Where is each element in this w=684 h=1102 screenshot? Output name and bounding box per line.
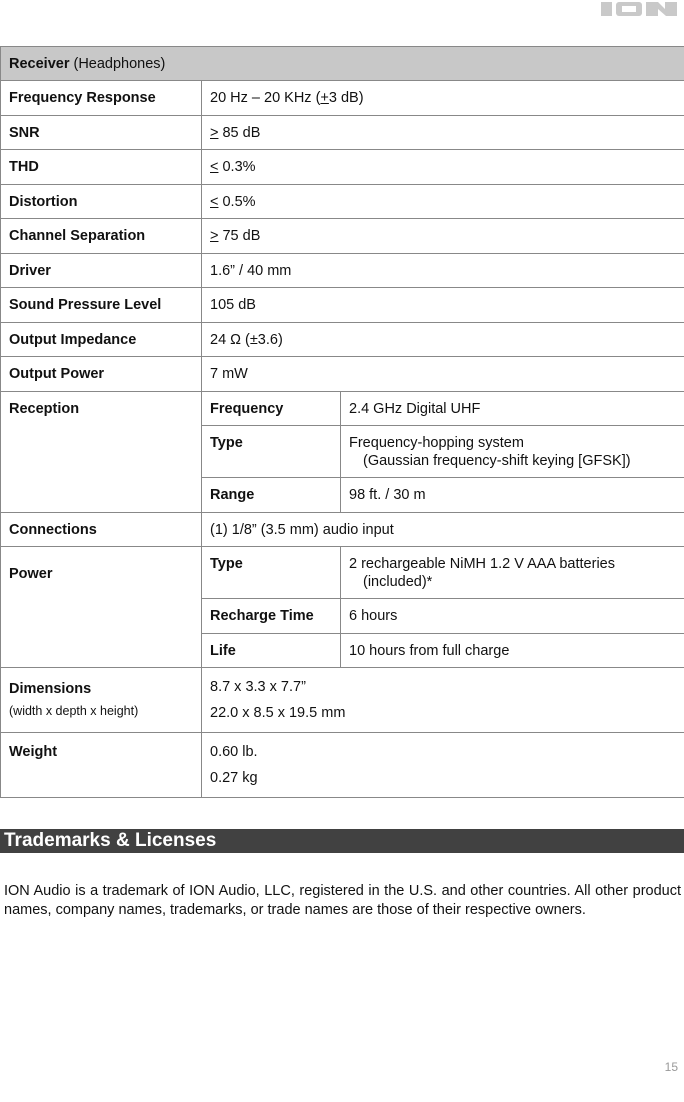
table-row <box>1 392 684 426</box>
trademarks-heading: Trademarks & Licenses <box>0 829 684 853</box>
table-row <box>1 323 684 357</box>
dimensions-value: 8.7 x 3.3 x 7.7” 22.0 x 8.5 x 19.5 mm <box>202 668 684 733</box>
row-label: Distortion <box>1 185 202 219</box>
table-row <box>1 357 684 392</box>
power-label: Power <box>1 547 202 668</box>
trademarks-text: ION Audio is a trademark of ION Audio, LLC, registered in the U.S. and other countries. All other product names, company names, trademarks, or trade names are those of their respective owners. <box>4 883 681 918</box>
row-label: THD <box>1 150 202 185</box>
row-value: 105 dB <box>202 288 684 323</box>
reception-range-label: Range <box>202 478 341 513</box>
row-label: Output Impedance <box>1 323 202 357</box>
row-value: 7 mW <box>202 357 684 392</box>
table-row <box>1 219 684 254</box>
dimensions-sublabel: (width x depth x height) <box>9 704 139 718</box>
row-value: 1.6” / 40 mm <box>202 254 684 288</box>
table-row <box>1 668 684 733</box>
power-life-value: 10 hours from full charge <box>341 634 684 668</box>
row-value: 24 Ω (±3.6) <box>202 323 684 357</box>
table-row <box>1 150 684 185</box>
reception-label: Reception <box>1 392 202 513</box>
receiver-spec-table <box>0 46 684 798</box>
row-label: Channel Separation <box>1 219 202 254</box>
page-number: 15 <box>664 1060 678 1074</box>
weight-value: 0.60 lb. 0.27 kg <box>202 733 684 798</box>
table-row <box>1 185 684 219</box>
table-header-row <box>1 47 684 81</box>
row-value: 20 Hz – 20 KHz (+3 dB) <box>202 81 684 116</box>
table-row <box>1 733 684 798</box>
table-row <box>1 547 684 599</box>
power-type-label: Type <box>202 547 341 599</box>
table-row <box>1 288 684 323</box>
reception-frequency-label: Frequency <box>202 392 341 426</box>
row-value: < 0.5% <box>202 185 684 219</box>
row-value: > 75 dB <box>202 219 684 254</box>
connections-value: (1) 1/8” (3.5 mm) audio input <box>202 513 684 547</box>
row-value: > 85 dB <box>202 116 684 150</box>
table-row <box>1 513 684 547</box>
table-row <box>1 116 684 150</box>
row-label: Sound Pressure Level <box>1 288 202 323</box>
weight-label: Weight <box>1 733 202 798</box>
power-recharge-label: Recharge Time <box>202 599 341 634</box>
dimensions-label-cell <box>1 668 202 733</box>
row-label: Output Power <box>1 357 202 392</box>
reception-type-label: Type <box>202 426 341 478</box>
connections-label: Connections <box>1 513 202 547</box>
power-recharge-value: 6 hours <box>341 599 684 634</box>
receiver-heading: Receiver (Headphones) <box>1 47 684 81</box>
dimensions-label: Dimensions <box>9 681 92 697</box>
ion-logo <box>601 2 677 20</box>
power-life-label: Life <box>202 634 341 668</box>
reception-type-value: Frequency-hopping system (Gaussian frequency-shift keying [GFSK]) <box>341 426 684 478</box>
table-row <box>1 81 684 116</box>
power-type-value: 2 rechargeable NiMH 1.2 V AAA batteries (included)* <box>341 547 684 599</box>
row-label: Frequency Response <box>1 81 202 116</box>
reception-frequency-value: 2.4 GHz Digital UHF <box>341 392 684 426</box>
row-label: SNR <box>1 116 202 150</box>
table-row <box>1 254 684 288</box>
reception-range-value: 98 ft. / 30 m <box>341 478 684 513</box>
row-value: < 0.3% <box>202 150 684 185</box>
row-label: Driver <box>1 254 202 288</box>
